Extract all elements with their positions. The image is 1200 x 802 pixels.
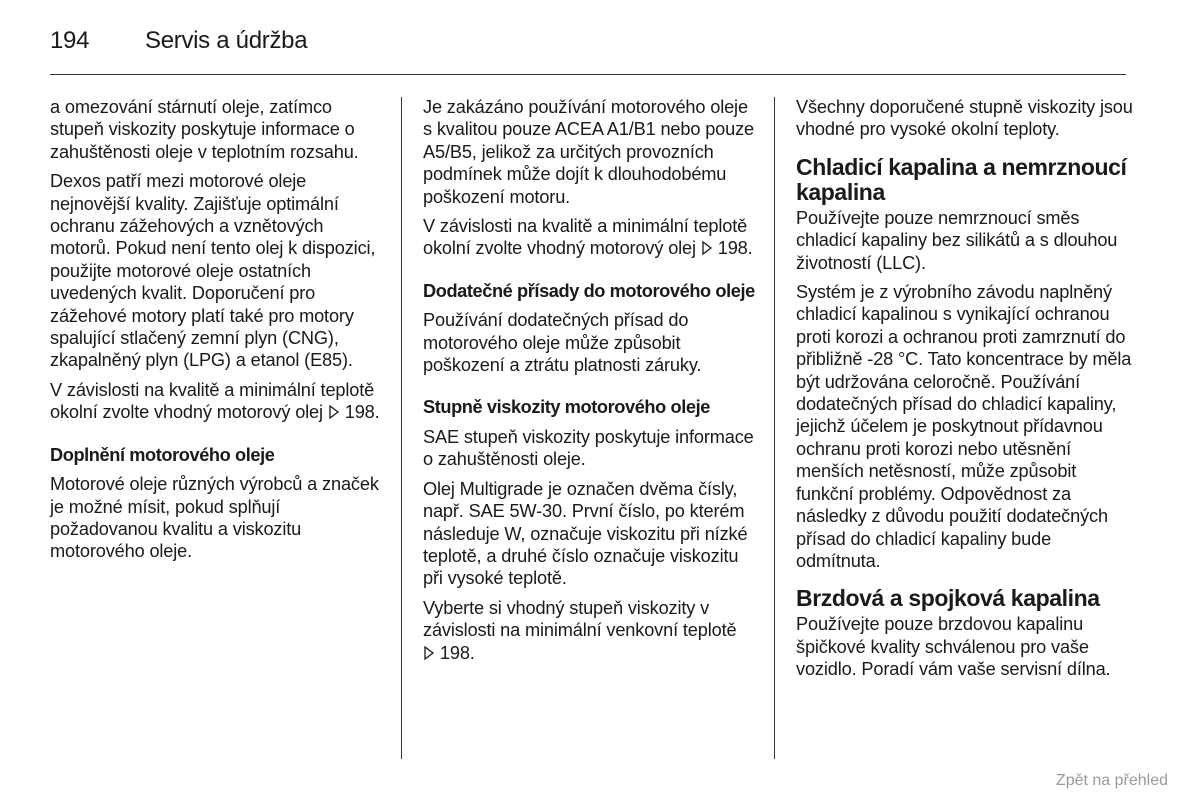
- column-2: [423, 96, 756, 671]
- paragraph: a omezování stárnutí oleje, zatímco stupeň viskozity poskytuje informace o zahuštěnosti oleje v teplotním rozsahu.: [50, 97, 359, 162]
- subheading: Stupně viskozity motorového oleje: [423, 397, 710, 418]
- paragraph: Motorové oleje různých výrobců a značek je možné mísit, pokud splňují požadovanou kvalitu a viskozitu motorového oleje.: [50, 474, 379, 562]
- page-reference-number: 198.: [344, 402, 380, 423]
- column-divider: [774, 97, 775, 759]
- page-ref-arrow-icon: [701, 241, 713, 255]
- section-title: Brzdová a spojková kapalina: [796, 585, 1100, 612]
- page-title: Servis a údržba: [145, 27, 308, 54]
- paragraph: [423, 215, 756, 260]
- paragraph: SAE stupeň viskozity poskytuje informace o zahuštěnosti oleje.: [423, 426, 754, 470]
- column-1: [50, 96, 383, 570]
- page-header: [50, 27, 307, 55]
- paragraph: Používání dodatečných přísad do motorového oleje může způsobit poškození a ztrátu platnosti záruky.: [423, 310, 702, 376]
- page-reference[interactable]: [328, 401, 380, 423]
- page-ref-arrow-icon: [328, 405, 340, 419]
- header-rule: [50, 74, 1126, 75]
- page-number: 194: [50, 27, 90, 54]
- subheading: Dodatečné přísady do motorového oleje: [423, 280, 755, 301]
- paragraph: [423, 597, 756, 664]
- subheading: Doplnění motorového oleje: [50, 444, 275, 465]
- page-reference-number: 198.: [717, 238, 753, 259]
- column-3: [796, 96, 1136, 688]
- page-ref-arrow-icon: [423, 646, 435, 660]
- paragraph: Používejte pouze nemrznoucí směs chladicí kapaliny bez silikátů a s dlouhou životností (LLC).: [796, 207, 1118, 273]
- paragraph-text: V závislosti na kvalitě a minimální teplotě okolní zvolte vhodný motorový olej: [50, 379, 375, 423]
- paragraph: Všechny doporučené stupně viskozity jsou vhodné pro vysoké okolní teploty.: [796, 97, 1133, 140]
- paragraph: Dexos patří mezi motorové oleje nejnovější kvality. Zajišťuje optimální ochranu zážehových a vznětových motorů. Pokud není tento olej k dispozici, použijte motorové oleje ostatních uvedených kvalit. Doporučení pro zážehové motory platí také pro motory spalující stlačený zemní plyn (CNG), zkapalněný plyn (LPG) a etanol (E85).: [50, 171, 376, 371]
- paragraph-text: V závislosti na kvalitě a minimální teplotě okolní zvolte vhodný motorový olej: [423, 216, 748, 259]
- paragraph: [50, 379, 383, 424]
- back-to-overview-link[interactable]: Zpět na přehled: [1055, 772, 1168, 789]
- paragraph-text: Vyberte si vhodný stupeň viskozity v závislosti na minimální venkovní teplotě: [423, 597, 737, 641]
- section-title: Chladicí kapalina a nemrznoucí kapalina: [796, 153, 1127, 205]
- column-divider: [401, 97, 402, 759]
- page-reference-number: 198.: [439, 642, 475, 663]
- paragraph: Je zakázáno používání motorového oleje s kvalitou pouze ACEA A1/B1 nebo pouze A5/B5, jelikož za určitých provozních podmínek může dojít k dlouhodobému poškození motoru.: [423, 97, 755, 207]
- paragraph: Systém je z výrobního závodu naplněný chladicí kapalinou s vynikající ochranou proti korozi a ochranou proti zamrznutí do přibližně -28 °C. Tato koncentrace by měla být udržována celoročně. Používání dodatečných přísad do chladicí kapaliny, jejichž účelem je poskytnout přídavnou ochranu proti korozi nebo utěsnění menších netěsností, může způsobit funkční problémy. Odpovědnost za následky z důvodu použití dodatečných přísad do chladicí kapaliny bude odmítnuta.: [796, 282, 1132, 571]
- page-reference[interactable]: [423, 642, 475, 664]
- paragraph: Olej Multigrade je označen dvěma čísly, např. SAE 5W-30. První číslo, po kterém následuje W, označuje viskozitu při nízké teplotě, a druhé číslo označuje viskozitu při vysoké teplotě.: [423, 478, 748, 589]
- page-reference[interactable]: [701, 237, 753, 259]
- paragraph: Používejte pouze brzdovou kapalinu špičkové kvality schválenou pro vaše vozidlo. Poradí vám vaše servisní dílna.: [796, 614, 1111, 680]
